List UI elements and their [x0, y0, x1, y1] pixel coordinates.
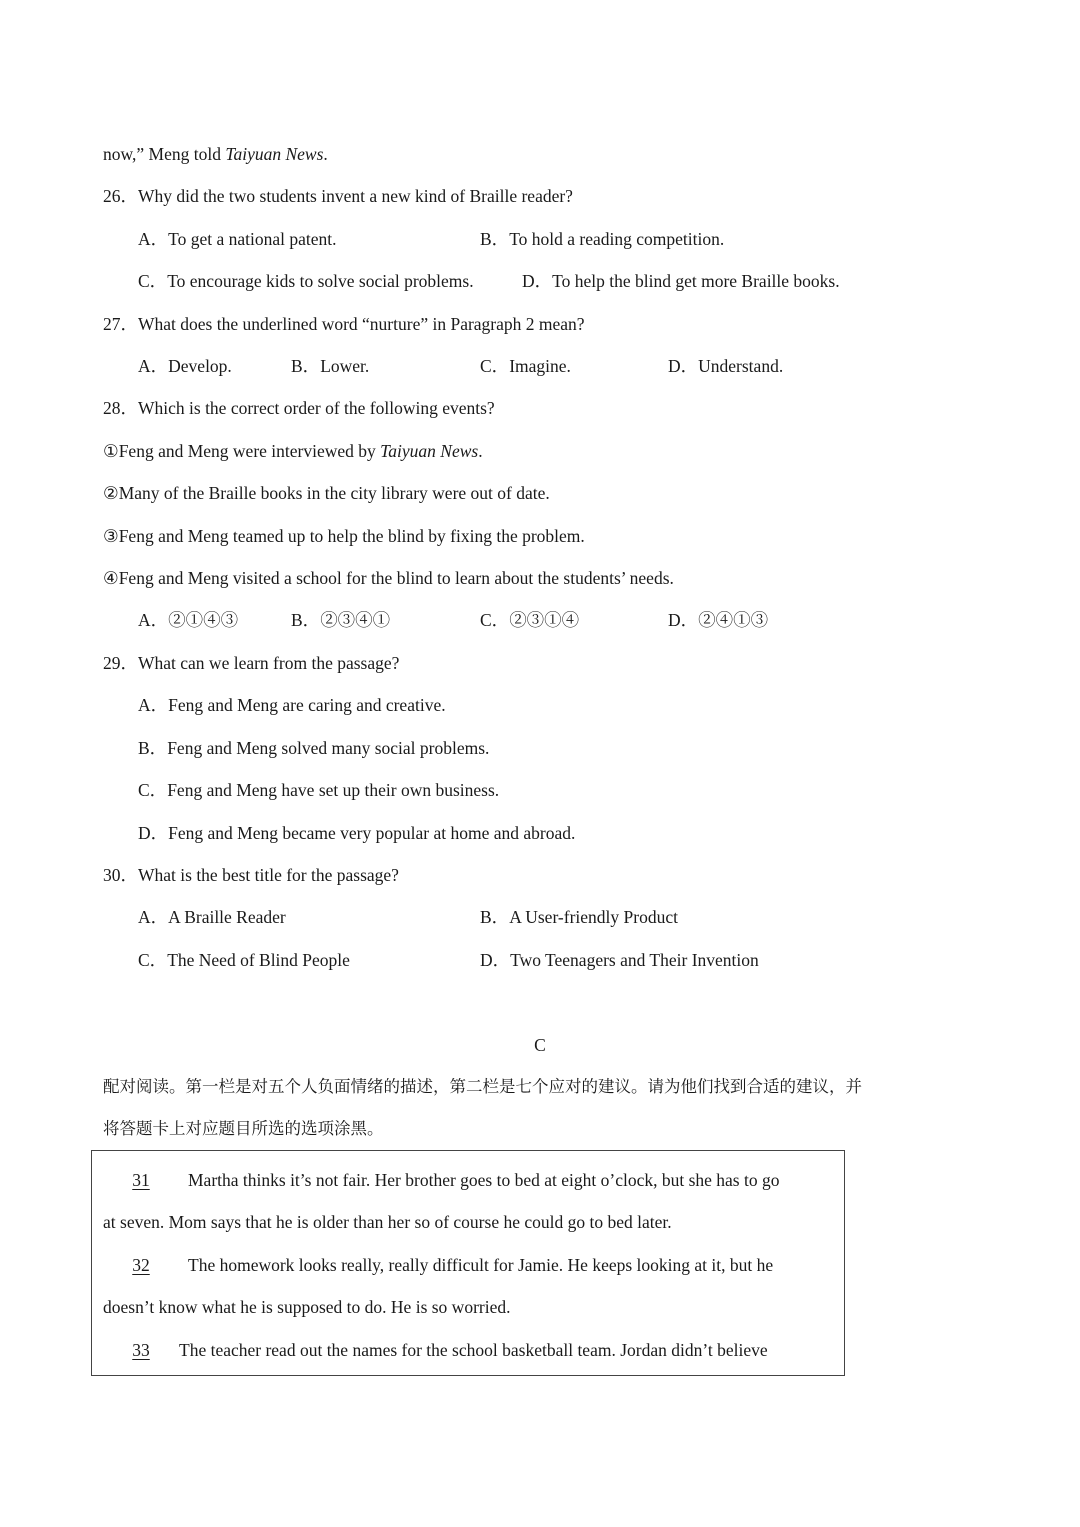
question-text: What can we learn from the passage?	[138, 653, 400, 673]
question-text: What does the underlined word “nurture” in Paragraph 2 mean?	[138, 314, 585, 334]
q28-option-b[interactable]	[291, 609, 390, 631]
question-number: 29．	[103, 653, 138, 673]
section-instructions-line2: 将答题卡上对应题目所选的选项涂黑。	[103, 1119, 384, 1138]
option-text: ②④①③	[698, 610, 769, 630]
option-letter: D．	[480, 950, 511, 970]
event-3	[103, 525, 585, 547]
news-source: Taiyuan News	[380, 441, 479, 461]
question-number: 30．	[103, 865, 138, 885]
q29-option-a[interactable]	[138, 694, 446, 716]
option-text: To help the blind get more Braille books.	[552, 271, 840, 291]
option-text: Imagine.	[509, 356, 571, 376]
question-28	[103, 397, 495, 419]
question-text: Which is the correct order of the following events?	[138, 398, 495, 418]
answer-blank-31[interactable]: 31	[132, 1170, 150, 1190]
option-letter: C．	[138, 271, 168, 291]
option-text: A Braille Reader	[168, 907, 286, 927]
option-letter: D．	[668, 610, 699, 630]
event-1	[103, 440, 483, 462]
option-letter: A．	[138, 229, 169, 249]
question-30	[103, 864, 399, 886]
option-letter: B．	[291, 610, 321, 630]
item-33	[103, 1339, 768, 1361]
answer-blank-33[interactable]: 33	[132, 1340, 150, 1360]
option-text: ②①④③	[168, 610, 239, 630]
q26-option-b[interactable]	[480, 228, 724, 250]
event-text: Many of the Braille books in the city library were out of date.	[118, 483, 550, 503]
option-text: Develop.	[168, 356, 232, 376]
q30-option-b[interactable]	[480, 906, 678, 928]
event-mark: ③	[103, 526, 119, 546]
event-2	[103, 482, 550, 504]
event-mark: ②	[103, 483, 119, 503]
q28-option-c[interactable]	[480, 609, 579, 631]
event-mark: ④	[103, 568, 119, 588]
option-text: Two Teenagers and Their Invention	[510, 950, 759, 970]
passage-tail-end: .	[323, 144, 328, 164]
question-26	[103, 185, 573, 207]
q29-option-c[interactable]	[138, 779, 499, 801]
q27-option-b[interactable]	[291, 355, 369, 377]
option-text: To get a national patent.	[168, 229, 337, 249]
q30-option-a[interactable]	[138, 906, 286, 928]
event-end: .	[478, 441, 483, 461]
option-text: To encourage kids to solve social problems.	[167, 271, 474, 291]
q28-option-d[interactable]	[668, 609, 768, 631]
option-letter: D．	[138, 823, 169, 843]
answer-blank-32[interactable]: 32	[132, 1255, 150, 1275]
option-text: Feng and Meng are caring and creative.	[168, 695, 446, 715]
option-letter: A．	[138, 907, 169, 927]
passage-tail-text: now,” Meng told	[103, 144, 226, 164]
section-instructions-line1: 配对阅读。第一栏是对五个人负面情绪的描述，第二栏是七个应对的建议。请为他们找到合适的建议，并	[103, 1077, 862, 1096]
option-text: Feng and Meng became very popular at home and abroad.	[168, 823, 576, 843]
item-31	[103, 1169, 779, 1191]
event-text: Feng and Meng were interviewed by	[118, 441, 381, 461]
option-text: Feng and Meng solved many social problems.	[167, 738, 490, 758]
option-letter: C．	[480, 356, 510, 376]
event-mark: ①	[103, 441, 119, 461]
option-letter: D．	[668, 356, 699, 376]
option-letter: B．	[291, 356, 321, 376]
item-31-continued: at seven. Mom says that he is older than her so of course he could go to bed later.	[103, 1212, 672, 1232]
question-number: 28．	[103, 398, 138, 418]
news-source: Taiyuan News	[225, 144, 324, 164]
question-number: 27．	[103, 314, 138, 334]
question-text: What is the best title for the passage?	[138, 865, 399, 885]
option-letter: C．	[480, 610, 510, 630]
q27-option-c[interactable]	[480, 355, 571, 377]
section-heading: C	[534, 1035, 546, 1055]
q28-option-a[interactable]	[138, 609, 238, 631]
option-letter: A．	[138, 695, 169, 715]
option-text: The Need of Blind People	[167, 950, 350, 970]
option-letter: B．	[480, 907, 510, 927]
q30-option-d[interactable]	[480, 949, 759, 971]
option-text: ②③①④	[509, 610, 580, 630]
option-letter: C．	[138, 950, 168, 970]
item-text: The homework looks really, really difficult for Jamie. He keeps looking at it, but he	[188, 1255, 774, 1275]
q27-option-a[interactable]	[138, 355, 232, 377]
option-letter: A．	[138, 356, 169, 376]
item-32-continued: doesn’t know what he is supposed to do. He is so worried.	[103, 1297, 511, 1317]
option-text: A User-friendly Product	[509, 907, 678, 927]
passage-tail	[103, 143, 328, 165]
option-text: Lower.	[320, 356, 370, 376]
q30-option-c[interactable]	[138, 949, 350, 971]
item-32	[103, 1254, 773, 1276]
option-letter: D．	[522, 271, 553, 291]
event-4	[103, 567, 674, 589]
event-text: Feng and Meng visited a school for the blind to learn about the students’ needs.	[118, 568, 674, 588]
q29-option-b[interactable]	[138, 737, 489, 759]
option-text: To hold a reading competition.	[509, 229, 725, 249]
option-letter: B．	[480, 229, 510, 249]
q26-option-d[interactable]	[522, 270, 840, 292]
option-letter: B．	[138, 738, 168, 758]
question-text: Why did the two students invent a new kind of Braille reader?	[138, 186, 573, 206]
option-letter: C．	[138, 780, 168, 800]
event-text: Feng and Meng teamed up to help the blind by fixing the problem.	[118, 526, 585, 546]
q29-option-d[interactable]	[138, 822, 575, 844]
q27-option-d[interactable]	[668, 355, 783, 377]
option-letter: A．	[138, 610, 169, 630]
option-text: ②③④①	[320, 610, 391, 630]
item-text: The teacher read out the names for the school basketball team. Jordan didn’t believe	[179, 1340, 768, 1360]
question-27	[103, 313, 585, 335]
question-number: 26．	[103, 186, 138, 206]
option-text: Understand.	[698, 356, 784, 376]
option-text: Feng and Meng have set up their own business.	[167, 780, 500, 800]
question-29	[103, 652, 399, 674]
q26-option-c[interactable]	[138, 270, 474, 292]
q26-option-a[interactable]	[138, 228, 337, 250]
item-text: Martha thinks it’s not fair. Her brother goes to bed at eight o’clock, but she has to go	[188, 1170, 780, 1190]
